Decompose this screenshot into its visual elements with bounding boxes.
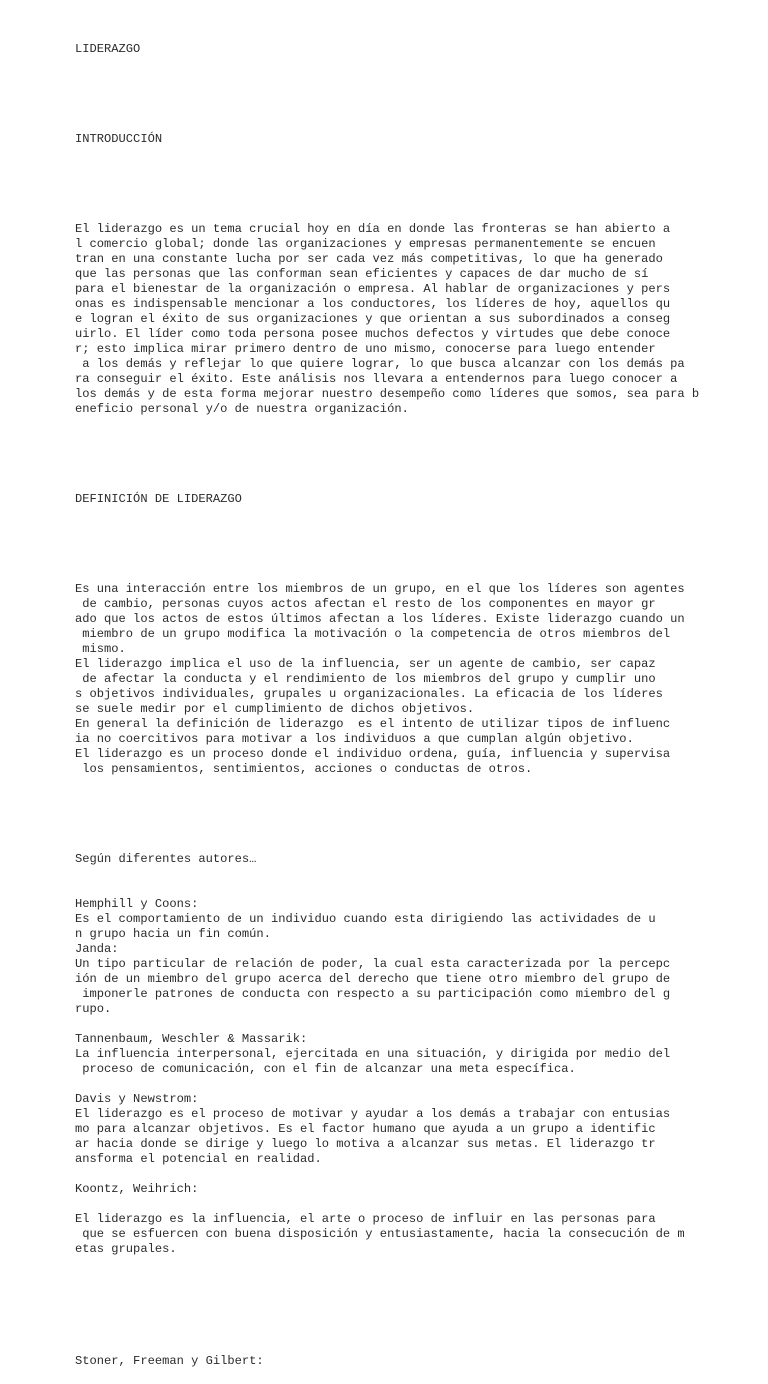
paragraph-line: para el bienestar de la organización o empresa. Al hablar de organizaciones y pers [75, 282, 671, 296]
definition-heading: DEFINICIÓN DE LIDERAZGO [75, 492, 242, 506]
paragraph-line: uirlo. El líder como toda persona posee muchos defectos y virtudes que debe conoce [75, 327, 671, 341]
paragraph-line: de cambio, personas cuyos actos afectan el resto de los componentes en mayor gr [75, 597, 656, 611]
author-quote-line: etas grupales. [75, 1242, 177, 1256]
paragraph-line: s objetivos individuales, grupales u organizacionales. La eficacia de los líderes [75, 687, 663, 701]
definition-paragraph [75, 582, 765, 777]
spacer [75, 87, 765, 102]
paragraph-line: a los demás y reflejar lo que quiere lograr, lo que busca alcanzar con los demás pa [75, 357, 685, 371]
paragraph-line: En general la definición de liderazgo es el intento de utilizar tipos de influenc [75, 717, 671, 731]
author-quote-line: Un tipo particular de relación de poder, la cual esta caracterizada por la percepc [75, 957, 671, 971]
paragraph-line: Es una interacción entre los miembros de un grupo, en el que los líderes son agentes [75, 582, 685, 596]
author-name: Stoner, Freeman y Gilbert: [75, 1354, 264, 1368]
author-quote-line: La influencia interpersonal, ejercitada en una situación, y dirigida por medio del [75, 1047, 671, 1061]
author-quote-line: rupo. [75, 1002, 112, 1016]
paragraph-line: ado que los actos de estos últimos afectan a los líderes. Existe liderazgo cuando un [75, 612, 685, 626]
paragraph-line: los pensamientos, sentimientos, acciones o conductas de otros. [75, 762, 533, 776]
paragraph-line: ra conseguir el éxito. Este análisis nos llevara a entendernos para luego conocer a [75, 372, 678, 386]
author-quote-line: ansforma el potencial en realidad. [75, 1152, 322, 1166]
intro-paragraph [75, 222, 765, 417]
spacer [75, 447, 765, 462]
author-quote-line: proceso de comunicación, con el fin de alcanzar una meta específica. [75, 1062, 576, 1076]
spacer [75, 1077, 765, 1092]
intro-heading: INTRODUCCIÓN [75, 132, 163, 146]
paragraph-line: El liderazgo es un proceso donde el individuo ordena, guía, influencia y supervisa [75, 747, 671, 761]
spacer [75, 537, 765, 552]
author-quote-line: El liderazgo es el proceso de motivar y ayudar a los demás a trabajar con entusias [75, 1107, 671, 1121]
paragraph-line: ia no coercitivos para motivar a los individuos a que cumplan algún objetivo. [75, 732, 634, 746]
author-name: Tannenbaum, Weschler & Massarik: [75, 1032, 308, 1046]
author-name: Davis y Newstrom: [75, 1092, 199, 1106]
author-quote-line: El liderazgo es la influencia, el arte o proceso de influir en las personas para [75, 1212, 656, 1226]
author-quote-line: ar hacia donde se dirige y luego lo motiva a alcanzar sus metas. El liderazgo tr [75, 1137, 656, 1151]
paragraph-line: l comercio global; donde las organizaciones y empresas permanentemente se encuen [75, 237, 656, 251]
paragraph-line: miembro de un grupo modifica la motivación o la competencia de otros miembros del [75, 627, 671, 641]
document-title: LIDERAZGO [75, 42, 141, 56]
paragraph-line: de afectar la conducta y el rendimiento de los miembros del grupo y cumplir uno [75, 672, 656, 686]
paragraph-line: El liderazgo implica el uso de la influencia, ser un agente de cambio, ser capaz [75, 657, 656, 671]
spacer [75, 177, 765, 192]
spacer [75, 1167, 765, 1182]
authors-section [75, 897, 765, 1369]
author-name: Koontz, Weihrich: [75, 1182, 199, 1196]
spacer [75, 1197, 765, 1212]
author-quote-line: que se esfuercen con buena disposición y entusiastamente, hacia la consecución de m [75, 1227, 685, 1241]
author-name: Janda: [75, 942, 119, 956]
authors-intro: Según diferentes autores… [75, 852, 257, 866]
paragraph-line: El liderazgo es un tema crucial hoy en día en donde las fronteras se han abierto a [75, 222, 671, 236]
spacer [75, 1017, 765, 1032]
author-name: Hemphill y Coons: [75, 897, 199, 911]
author-quote-line: imponerle patrones de conducta con respecto a su participación como miembro del g [75, 987, 671, 1001]
paragraph-line: que las personas que las conforman sean eficientes y capaces de dar mucho de sí [75, 267, 649, 281]
paragraph-line: eneficio personal y/o de nuestra organización. [75, 402, 409, 416]
document-page [75, 12, 765, 1384]
paragraph-line: r; esto implica mirar primero dentro de uno mismo, conocerse para luego entender [75, 342, 656, 356]
author-quote-line: Es el comportamiento de un individuo cuando esta dirigiendo las actividades de u [75, 912, 656, 926]
author-quote-line: ión de un miembro del grupo acerca del derecho que tiene otro miembro del grupo de [75, 972, 671, 986]
paragraph-line: e logran el éxito de sus organizaciones y que orientan a sus subordinados a conseg [75, 312, 671, 326]
spacer [75, 807, 765, 822]
author-quote-line: mo para alcanzar objetivos. Es el factor humano que ayuda a un grupo a identific [75, 1122, 656, 1136]
author-quote-line: n grupo hacia un fin común. [75, 927, 271, 941]
paragraph-line: los demás y de esta forma mejorar nuestro desempeño como líderes que somos, sea para b [75, 387, 700, 401]
spacer [75, 1257, 765, 1354]
paragraph-line: onas es indispensable mencionar a los conductores, los líderes de hoy, aquellos qu [75, 297, 671, 311]
paragraph-line: mismo. [75, 642, 126, 656]
paragraph-line: tran en una constante lucha por ser cada vez más competitivas, lo que ha generado [75, 252, 663, 266]
paragraph-line: se suele medir por el cumplimiento de dichos objetivos. [75, 702, 475, 716]
